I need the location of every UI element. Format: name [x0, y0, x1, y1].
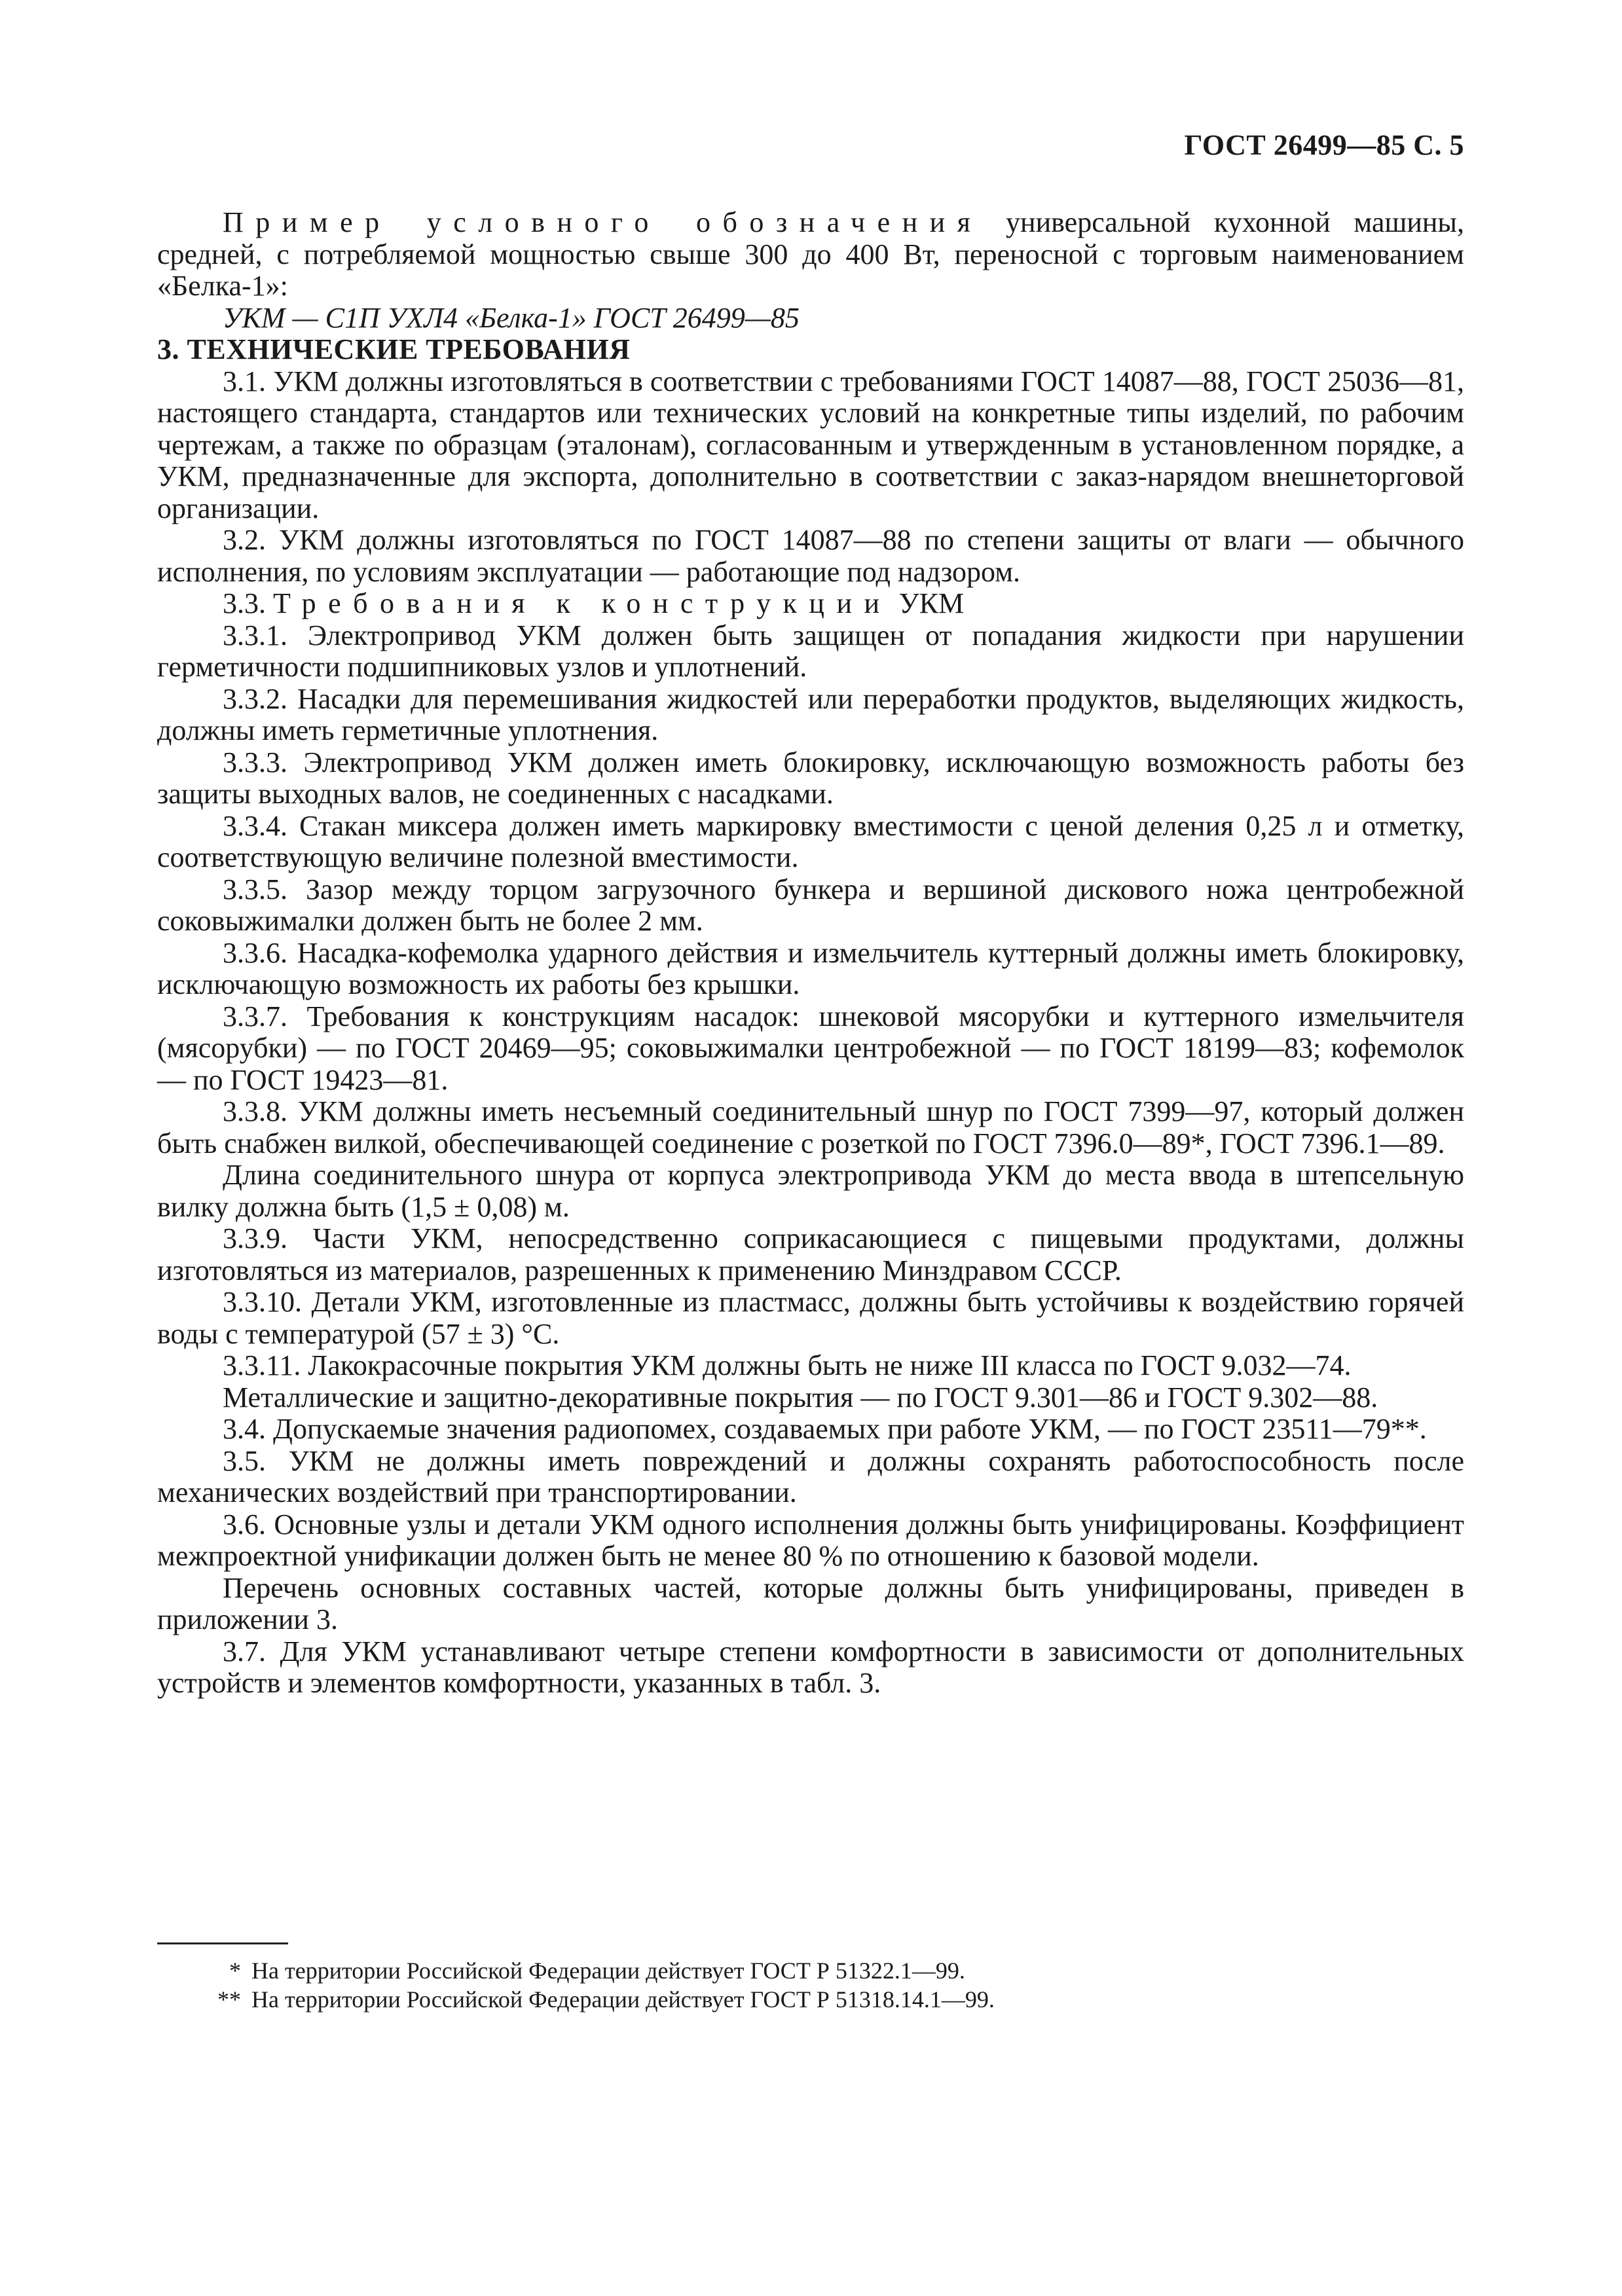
- paragraph-3-5: 3.5. УКМ не должны иметь повреждений и должны сохранять работоспособность после механических воздействий при транспортировании.: [157, 1444, 1464, 1508]
- footnote: [157, 1985, 1464, 2014]
- paragraph-3-3-4: 3.3.4. Стакан миксера должен иметь маркировку вместимости с ценой деления 0,25 л и отметку, соответствующую величине полезной вместимости.: [157, 809, 1464, 873]
- example-paragraph: [157, 207, 1464, 302]
- footnote-divider: [157, 1942, 288, 1944]
- footnote-text: На территории Российской Федерации действует ГОСТ Р 51318.14.1—99.: [251, 1986, 995, 2013]
- paragraph-3-3-8: 3.3.8. УКМ должны иметь несъемный соединительный шнур по ГОСТ 7399—97, который должен быть снабжен вилкой, обеспечивающей соединение с розеткой по ГОСТ 7396.0—89*, ГОСТ 7396.1—89.: [157, 1095, 1464, 1159]
- footnote-mark: *: [229, 1958, 241, 1984]
- paragraph-3-3-5: 3.3.5. Зазор между торцом загрузочного бункера и вершиной дискового ножа центробежной соковыжималки должен быть не более 2 мм.: [157, 873, 1464, 937]
- paragraph-3-3-spaced: Требования к конструкции: [273, 587, 892, 619]
- document-body: [157, 207, 1464, 1700]
- paragraph-3-3-11: 3.3.11. Лакокрасочные покрытия УКМ должны быть не ниже III класса по ГОСТ 9.032—74.: [223, 1349, 1352, 1381]
- footnote: [157, 1956, 1464, 1985]
- paragraph-3-6-continued: Перечень основных составных частей, которые должны быть унифицированы, приведен в приложении 3.: [157, 1571, 1464, 1635]
- paragraph-3-3: [157, 588, 1464, 620]
- paragraph-3-1: 3.1. УКМ должны изготовляться в соответствии с требованиями ГОСТ 14087—88, ГОСТ 25036—81, настоящего стандарта, стандартов или технических условий на конкретные типы изделий, по рабочим чертежам, а также по образцам (эталонам), согласованным и утвержденным в установленном порядке, а УКМ, предназначенные для экспорта, дополнительно в соответствии с заказ-нарядом внешнеторговой организации.: [157, 365, 1464, 524]
- paragraph-3-3-10: 3.3.10. Детали УКМ, изготовленные из пластмасс, должны быть устойчивы к воздействию горячей воды с температурой (57 ± 3) °С.: [157, 1286, 1464, 1350]
- paragraph-3-3-2: 3.3.2. Насадки для перемешивания жидкостей или переработки продуктов, выделяющих жидкость, должны иметь герметичные уплотнения.: [157, 682, 1464, 746]
- paragraph-3-2: 3.2. УКМ должны изготовляться по ГОСТ 14087—88 по степени защиты от влаги — обычного исполнения, по условиям эксплуатации — работающие под надзором.: [157, 524, 1464, 588]
- section-title: 3. ТЕХНИЧЕСКИЕ ТРЕБОВАНИЯ: [157, 333, 631, 365]
- paragraph-3-3-6: 3.3.6. Насадка-кофемолка ударного действия и измельчитель куттерный должны иметь блокировку, исключающую возможность их работы без крышки.: [157, 936, 1464, 1000]
- example-spaced-label: Пример условного обозначения: [223, 206, 983, 238]
- paragraph-3-7: 3.7. Для УКМ устанавливают четыре степени комфортности в зависимости от дополнительных устройств и элементов комфортности, указанных в табл. 3.: [157, 1635, 1464, 1699]
- paragraph-3-4: 3.4. Допускаемые значения радиопомех, создаваемых при работе УКМ, — по ГОСТ 23511—79**.: [223, 1413, 1427, 1445]
- footnotes: [157, 1956, 1464, 2014]
- paragraph-3-3-7: 3.3.7. Требования к конструкциям насадок: шнековой мясорубки и куттерного измельчителя (мясорубки) — по ГОСТ 20469—95; соковыжималки центробежной — по ГОСТ 18199—83; кофемолок — по ГОСТ 19423—81.: [157, 1000, 1464, 1096]
- footnote-mark: **: [217, 1986, 241, 2013]
- paragraph-3-3-8-continued: Длина соединительного шнура от корпуса электропривода УКМ до места ввода в штепсельную вилку должна быть (1,5 ± 0,08) м.: [157, 1159, 1464, 1223]
- paragraph-3-3-tail: УКМ: [891, 587, 965, 619]
- paragraph-3-3-3: 3.3.3. Электропривод УКМ должен иметь блокировку, исключающую возможность работы без защиты выходных валов, не соединенных с насадками.: [157, 746, 1464, 810]
- paragraph-3-3-9: 3.3.9. Части УКМ, непосредственно соприкасающиеся с пищевыми продуктами, должны изготовляться из материалов, разрешенных к применению Минздравом СССР.: [157, 1222, 1464, 1286]
- example-designation: УКМ — С1П УХЛ4 «Белка-1» ГОСТ 26499—85: [223, 301, 800, 334]
- paragraph-3-3-11-continued: Металлические и защитно-декоративные покрытия — по ГОСТ 9.301—86 и ГОСТ 9.302—88.: [223, 1381, 1378, 1413]
- paragraph-3-3-1: 3.3.1. Электропривод УКМ должен быть защищен от попадания жидкости при нарушении герметичности подшипниковых узлов и уплотнений.: [157, 619, 1464, 683]
- footnote-text: На территории Российской Федерации действует ГОСТ Р 51322.1—99.: [251, 1958, 965, 1984]
- paragraph-3-6: 3.6. Основные узлы и детали УКМ одного исполнения должны быть унифицированы. Коэффициент межпроектной унификации должен быть не менее 80 % по отношению к базовой модели.: [157, 1508, 1464, 1572]
- example-text: универсальной кухонной машины, средней, с потребляемой мощностью свыше 300 до 400 Вт, переносной с торговым наименованием «Белка-1»:: [157, 206, 1464, 302]
- paragraph-3-3-number: 3.3.: [223, 587, 273, 619]
- page-header: ГОСТ 26499—85 С. 5: [1184, 129, 1464, 161]
- document-page: [157, 0, 1464, 2296]
